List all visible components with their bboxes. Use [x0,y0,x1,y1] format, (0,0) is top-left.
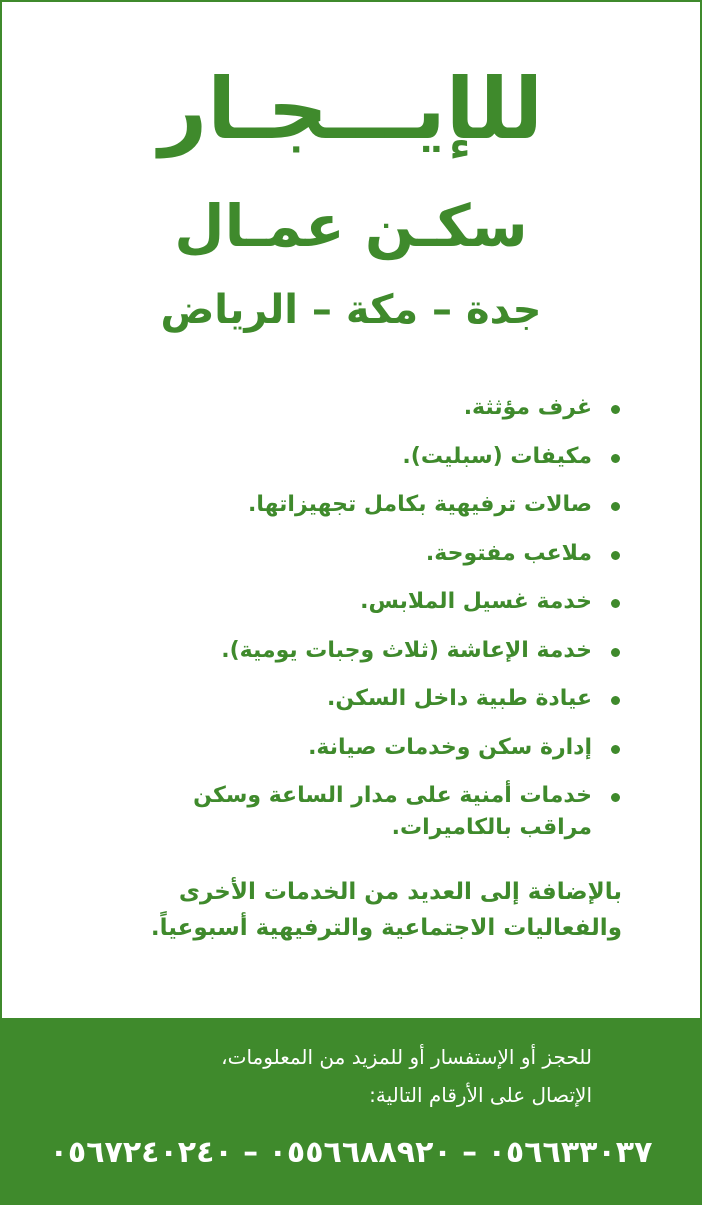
feature-item: غرف مؤثثة. [122,392,622,424]
ad-cities: جدة – مكة – الرياض [160,287,542,333]
features-list [122,392,622,861]
contact-line: الإتصال على الأرقام التالية: [369,1083,592,1107]
feature-item: مكيفات (سبليت). [122,441,622,473]
feature-item: خدمة الإعاشة (ثلاث وجبات يومية). [122,635,622,667]
feature-item: ملاعب مفتوحة. [122,538,622,570]
extra-services-note [62,874,622,946]
feature-item: صالات ترفيهية بكامل تجهيزاتها. [122,489,622,521]
phone-numbers: ٠٥٦٦٣٣٠٣٧ – ٠٥٥٦٦٨٨٩٢٠ – ٠٥٦٧٢٤٠٢٤٠ [49,1135,653,1170]
feature-item: عيادة طبية داخل السكن. [122,683,622,715]
contact-footer [2,1018,700,1203]
ad-subtitle: سكـن عمـال [174,192,528,260]
contact-text [72,1038,592,1114]
extra-line: بالإضافة إلى العديد من الخدمات الأخرى [178,879,622,905]
contact-line: للحجز أو الإستفسار أو للمزيد من المعلومات، [221,1045,592,1069]
ad-title: للإيـــجـار [158,60,544,158]
feature-item: إدارة سكن وخدمات صيانة. [122,732,622,764]
extra-line: والفعاليات الاجتماعية والترفيهية أسبوعياً. [150,915,622,941]
feature-item: خدمات أمنية على مدار الساعة وسكن مراقب بالكاميرات. [122,780,622,844]
feature-item: خدمة غسيل الملابس. [122,586,622,618]
